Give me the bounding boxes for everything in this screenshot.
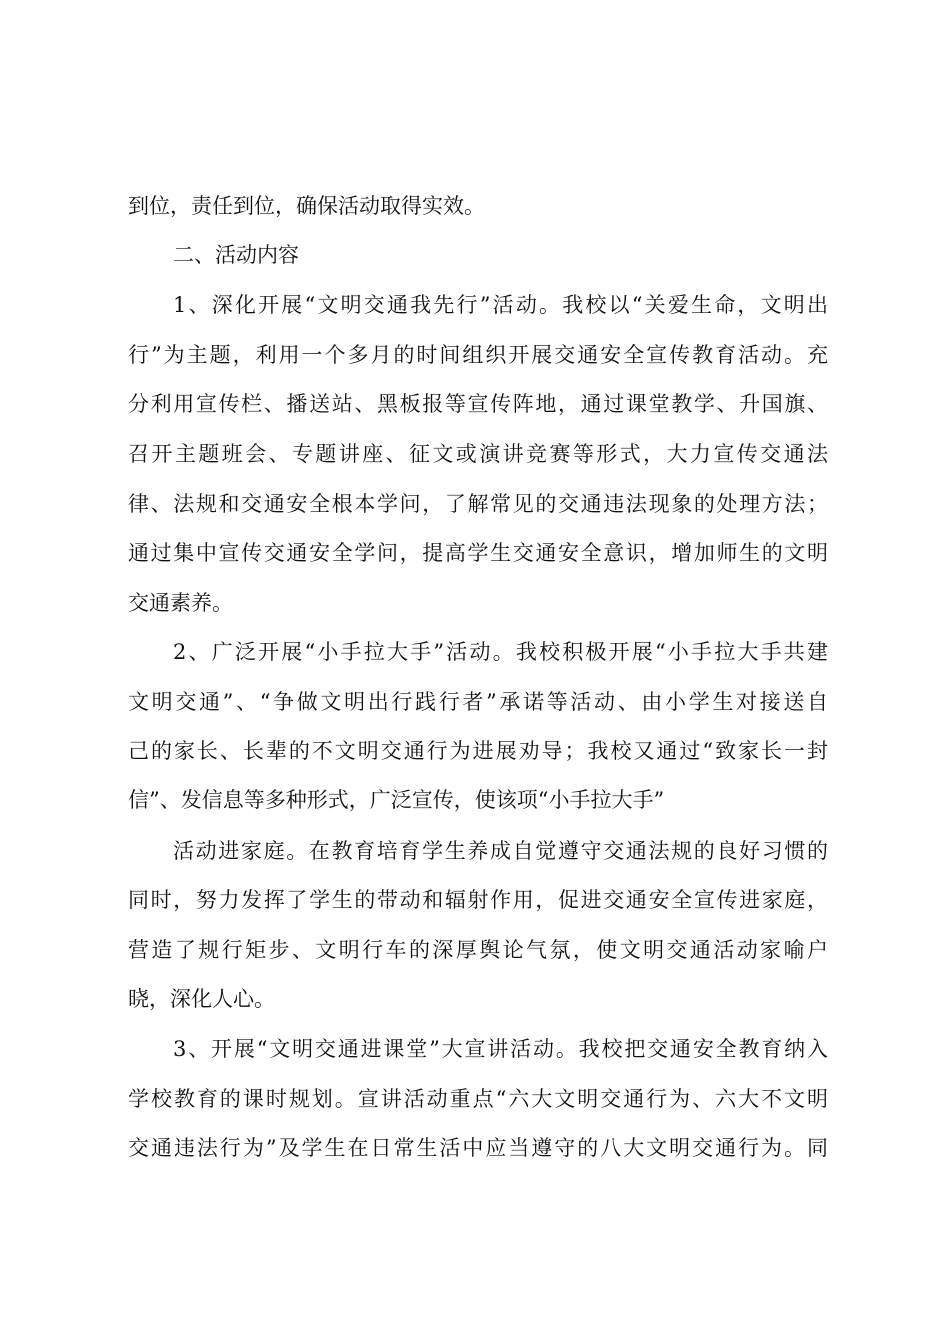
- paragraph-line: 交通素养。: [128, 591, 233, 615]
- paragraph-line: 分利用宣传栏、播送站、黑板报等宣传阵地，通过课堂教学、升国旗、: [128, 392, 828, 416]
- paragraph-line: 到位，责任到位，确保活动取得实效。: [128, 194, 485, 218]
- paragraph-line: 学校教育的课时规划。宣讲活动重点“六大文明交通行为、六大不文明: [128, 1087, 828, 1111]
- paragraph-line: 行”为主题，利用一个多月的时间组织开展交通安全宣传教育活动。充: [128, 343, 828, 367]
- section-heading: 二、活动内容: [173, 243, 299, 267]
- paragraph-line: 通过集中宣传交通安全学问，提高学生交通安全意识，增加师生的文明: [128, 541, 828, 565]
- paragraph-line: 2、广泛开展“小手拉大手”活动。我校积极开展“小手拉大手共建: [173, 640, 828, 664]
- paragraph-line: 营造了规行矩步、文明行车的深厚舆论气氛，使文明交通活动家喻户: [128, 938, 828, 962]
- paragraph-line: 召开主题班会、专题讲座、征文或演讲竞赛等形式，大力宣传交通法: [128, 442, 828, 466]
- paragraph-line: 同时，努力发挥了学生的带动和辐射作用，促进交通安全宣传进家庭，: [128, 888, 828, 912]
- paragraph-line: 信”、发信息等多种形式，广泛宣传，使该项“小手拉大手”: [128, 788, 665, 812]
- paragraph-line: 1、深化开展“文明交通我先行”活动。我校以“关爱生命，文明出: [173, 293, 828, 317]
- paragraph-line: 交通违法行为”及学生在日常生活中应当遵守的八大文明交通行为。同: [128, 1136, 828, 1160]
- paragraph-line: 文明交通”、“争做文明出行践行者”承诺等活动、由小学生对接送自: [128, 690, 828, 714]
- paragraph-line: 己的家长、长辈的不文明交通行为进展劝导；我校又通过“致家长一封: [128, 739, 828, 763]
- paragraph-line: 活动进家庭。在教育培育学生养成自觉遵守交通法规的良好习惯的: [173, 839, 828, 863]
- paragraph-line: 3、开展“文明交通进课堂”大宣讲活动。我校把交通安全教育纳入: [173, 1037, 828, 1061]
- paragraph-line: 晓，深化人心。: [128, 987, 275, 1011]
- paragraph-line: 律、法规和交通安全根本学问，了解常见的交通违法现象的处理方法；: [128, 492, 828, 516]
